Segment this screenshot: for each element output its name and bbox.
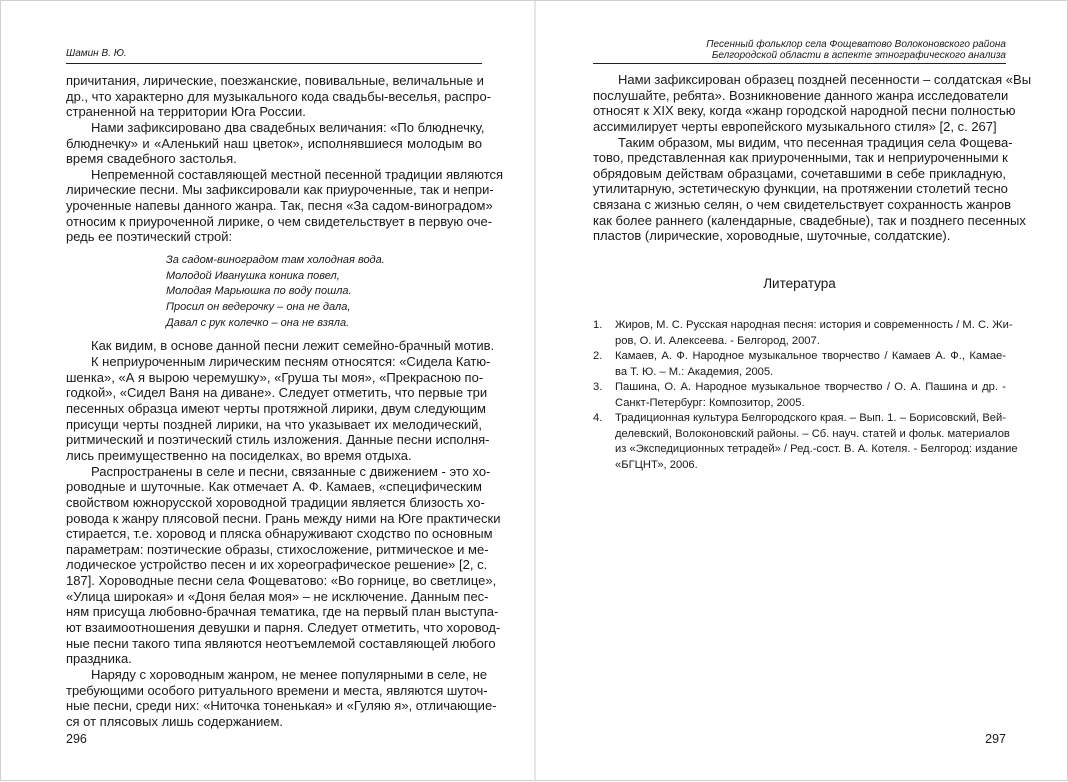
reference-number: 3. [593, 381, 603, 393]
text-line: обрядовым действам образцами, сочетавшими в себе прикладную, [593, 165, 1006, 181]
paragraph [66, 354, 491, 463]
text-line: лирические песни. Мы зафиксировали как приуроченные, так и непри- [66, 182, 494, 198]
text-line: утилитарную, эстетическую функции, на протяжении столетий тесно [593, 181, 1008, 197]
text-line: ные песни, среди них: «Ниточка тоненькая» и «Гуляю я», отличающие- [66, 698, 497, 714]
reference-item [593, 318, 1013, 349]
text-line: «Улица широкая» и «Доня белая моя» – не исключение. Данным пес- [66, 588, 489, 604]
text-line: присущи черты поздней лирики, на что указывает их мелодический, [66, 416, 482, 432]
text-line: песенных образца имеют черты протяжной лирики, двум следующим [66, 401, 486, 417]
text-line: Как видим, в основе данной песни лежит семейно-брачный мотив. [91, 338, 495, 354]
running-head-line: Песенный фольклор села Фощеватово Волоконовского района [706, 39, 1006, 50]
text-line: стирается, т.е. хоровод и пляска обнаруживают сходство по основным [66, 526, 493, 542]
poem-line: За садом-виноградом там холодная вода. [166, 254, 385, 267]
reference-number: 1. [593, 319, 603, 331]
text-line: Наряду с хороводным жанром, не менее популярными в селе, не [91, 666, 488, 682]
paragraph [66, 463, 501, 667]
text-line: Распространены в селе и песни, связанные с движением - это хо- [91, 463, 491, 479]
text-line: послушайте, ребята». Возникновение данного жанра исследователи [593, 87, 1009, 103]
text-line: шенка», «А я вырою черемушку», «Груша ты моя», «Прекрасною по- [66, 369, 484, 385]
reference-line: делевский, Волоконовский районы. – Сб. науч. статей и фольк. материалов [615, 427, 1010, 440]
text-line: требующими особого ритуального времени и места, являются шуточ- [66, 682, 488, 698]
reference-line: Традиционная культура Белгородского края. – Вып. 1. – Борисовский, Вей- [615, 412, 1006, 424]
text-line: К неприуроченным лирическим песням относятся: «Сидела Катю- [91, 354, 491, 370]
text-line: редь ее поэтический строй: [66, 229, 233, 245]
text-line: др., что характерно для музыкального кода свадьбы-веселья, распро- [66, 88, 492, 104]
literature-heading: Литература [763, 276, 836, 291]
right-page [593, 1, 1032, 782]
text-line: Непременной составляющей местной песенной традиции являются [91, 166, 504, 182]
text-line: ровода к жанру плясовой песни. Грань между ними на Юге практически [66, 510, 501, 526]
reference-line: ров, О. И. Алексеева. - Белгород, 2007. [615, 334, 820, 347]
text-line: параметрам: поэтические образы, стихосложение, ритмическое и ме- [66, 541, 489, 557]
poem-line: Давал с рук колечко – она не взяла. [166, 316, 350, 329]
text-line: 187]. Хороводные песни села Фощеватово: «Во горнице, во светлице», [66, 573, 497, 589]
running-head-right [593, 39, 1006, 64]
reference-number: 4. [593, 412, 603, 424]
paragraph [66, 338, 495, 354]
text-line: блюднечку» и «Аленький наш цветок», исполнявшиеся молодым во [66, 135, 482, 151]
paragraph [593, 72, 1032, 135]
paragraph [66, 73, 492, 120]
text-line: тово, представленная как приуроченными, так и неприуроченными к [593, 150, 1008, 166]
page-gutter [534, 1, 536, 782]
text-line: лодическое устройство песен и их хореографическое решение» [2, с. [66, 557, 488, 573]
reference-line: из «Экспедиционных тетрадей» / Ред.-сост. В. А. Котеля. - Белгород: издание [615, 443, 1018, 455]
reference-line: ва Т. Ю. – М.: Академия, 2005. [615, 365, 774, 378]
paragraph [66, 119, 485, 167]
text-line: ням присуща любовно-брачная тематика, где на первый план выступа- [66, 604, 499, 620]
text-line: пластов (лирические, хороводные, шуточные, солдатские). [593, 228, 951, 244]
text-line: как более раннего (календарные, свадебные), так и позднего песенных [593, 212, 1026, 228]
paragraph [593, 134, 1026, 244]
running-head-line: Белгородской области в аспекте этнографического анализа [711, 49, 1006, 61]
text-line: причитания, лирические, поезжанские, повивальные, величальные и [66, 73, 484, 88]
poem-line: Молодая Марьюшка по воду пошла. [166, 285, 352, 298]
text-line: относят к XIX веку, когда «жанр городской народной песни полностью [593, 103, 1016, 119]
text-line: ся от плясовых лишь содержанием. [66, 713, 284, 729]
text-line: ассимилирует черты европейского музыкального стиля» [2, с. 267] [593, 118, 997, 134]
text-line: относим к приуроченной лирике, о чем свидетельствует в первую оче- [66, 213, 493, 229]
reference-list [593, 318, 1018, 473]
left-body-text [66, 73, 504, 730]
text-line: Таким образом, мы видим, что песенная традиция села Фощева- [618, 134, 1013, 150]
text-line: страненной на территории Юга России. [66, 104, 306, 120]
poem-line: Просил он ведерочку – она не дала, [166, 301, 351, 314]
text-line: связана с жизнью селян, о чем свидетельствует сохранность жанров [593, 197, 1011, 213]
text-line: праздника. [66, 651, 132, 667]
text-line: ритмический и поэтический стиль изложения. Данные песни исполня- [66, 432, 490, 448]
text-line: ные песни такого типа являются неотъемлемой составляющей любого [66, 635, 496, 651]
page-number-left: 296 [66, 732, 87, 746]
text-line: роводные и шуточные. Как отмечает А. Ф. Камаев, «специфическим [66, 479, 482, 495]
reference-line: Пашина, О. А. Народное музыкальное творчество / О. А. Пашина и др. - [615, 381, 1006, 393]
reference-line: Камаев, А. Ф. Народное музыкальное творчество / Камаев А. Ф., Камае- [615, 350, 1006, 362]
reference-item [593, 411, 1018, 473]
text-line: Нами зафиксирован образец поздней песенности – солдатская «Вы [618, 72, 1032, 87]
poem-quote [66, 253, 482, 331]
reference-line: «БГЦНТ», 2006. [615, 458, 698, 471]
reference-line: Жиров, М. С. Русская народная песня: история и современность / М. С. Жи- [615, 319, 1013, 331]
left-page [66, 1, 504, 782]
author-name: Шамин В. Ю. [66, 47, 127, 59]
text-line: время свадебного застолья. [66, 151, 237, 167]
page-number-right: 297 [985, 732, 1006, 746]
reference-item [593, 380, 1006, 411]
reference-line: Санкт-Петербург: Композитор, 2005. [615, 396, 805, 409]
reference-item [593, 349, 1006, 380]
text-line: Нами зафиксировано два свадебных величания: «По блюднечку, [91, 119, 485, 135]
text-line: ют взаимоотношения девушки и парня. Следует отметить, что хоровод- [66, 620, 501, 636]
text-line: свойством южнорусской хороводной традиции является близость хо- [66, 494, 485, 510]
text-line: лись преимущественно на посиделках, во время отдыха. [66, 447, 412, 463]
paragraph [66, 166, 504, 245]
running-head-left [66, 39, 482, 64]
text-line: годкой», «Сидел Ваня на диване». Следует отметить, что первые три [66, 385, 488, 401]
right-body-text [593, 72, 1032, 244]
paragraph [66, 666, 497, 730]
text-line: уроченные напевы данного жанра. Так, песня «За садом-виноградом» [66, 198, 493, 214]
poem-line: Молодой Иванушка коника повел, [166, 269, 340, 282]
reference-number: 2. [593, 350, 603, 362]
